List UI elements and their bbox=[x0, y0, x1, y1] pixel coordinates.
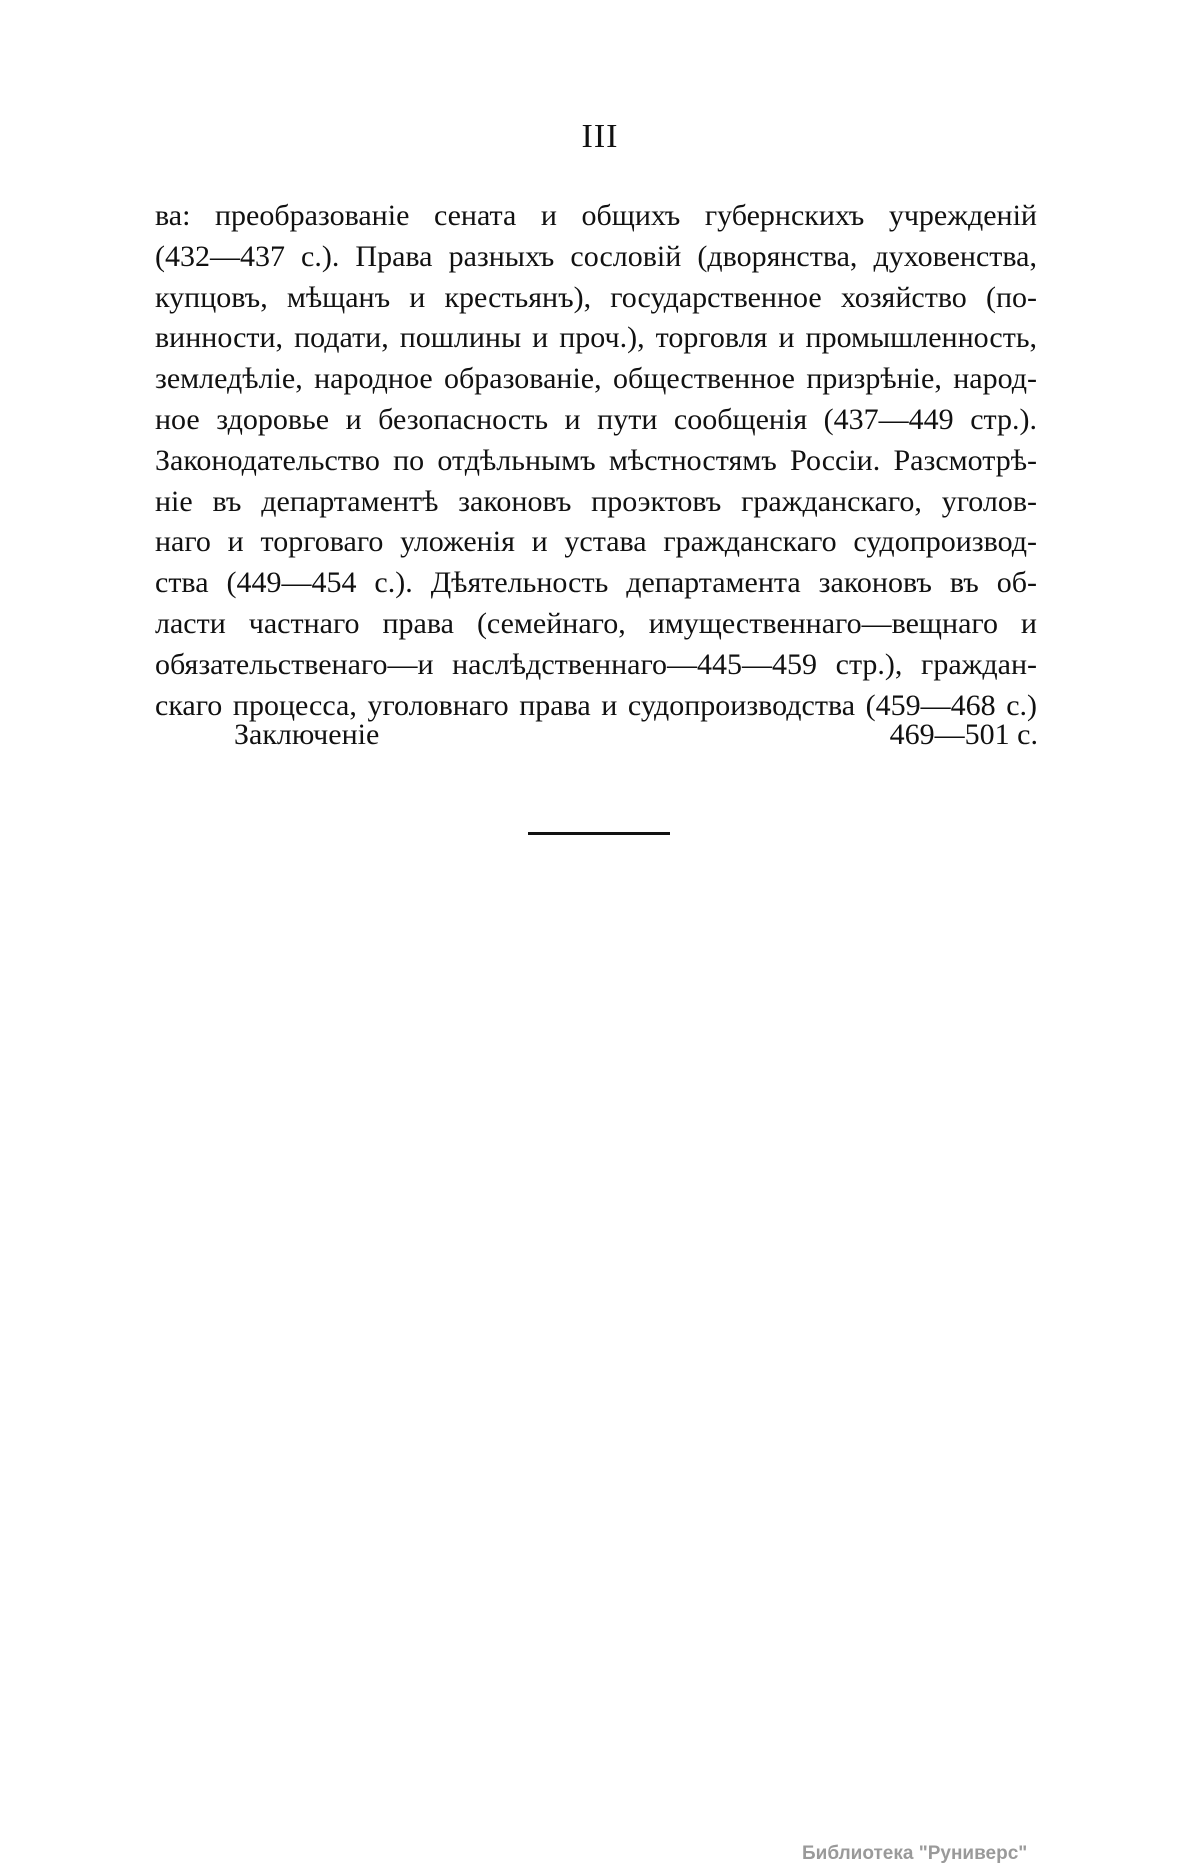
text-line: ва: преобразованіе сената и общихъ губернскихъ учрежденій bbox=[155, 199, 1037, 232]
text-line: скаго процесса, уголовнаго права и судопроизводства (459—468 с.) bbox=[155, 688, 1037, 722]
text-line: Законодательство по отдѣльнымъ мѣстностямъ Россіи. Разсмотрѣ- bbox=[155, 443, 1037, 477]
library-watermark: Библиотека "Руниверс" bbox=[802, 1843, 1028, 1864]
text-line: обязательственаго—и наслѣдственнаго—445—459 стр.), граждан- bbox=[155, 647, 1037, 681]
text-line: наго и торговаго уложенія и устава гражданскаго судопроизвод- bbox=[155, 525, 1037, 559]
text-line: винности, подати, пошлины и проч.), торговля и промышленность, bbox=[155, 321, 1037, 355]
toc-entry-pages: 469—501 с. bbox=[889, 718, 1038, 751]
toc-entry-title: Заключеніе bbox=[234, 718, 380, 751]
text-line: земледѣліе, народное образованіе, общественное призрѣніе, народ- bbox=[155, 362, 1037, 396]
text-line: ласти частнаго права (семейнаго, имущественнаго—вещнаго и bbox=[155, 606, 1037, 640]
text-line: (432—437 с.). Права разныхъ сословій (дворянства, духовенства, bbox=[155, 239, 1037, 273]
text-line: ніе въ департаментѣ законовъ проэктовъ гражданскаго, уголов- bbox=[155, 484, 1037, 518]
text-line: купцовъ, мѣщанъ и крестьянъ), государственное хозяйство (по- bbox=[155, 280, 1037, 314]
page-number: III bbox=[581, 118, 619, 155]
text-line: ное здоровье и безопасность и пути сообщенія (437—449 стр.). bbox=[155, 402, 1037, 436]
toc-entry bbox=[234, 718, 1038, 752]
text-line: ства (449—454 с.). Дѣятельность департамента законовъ въ об- bbox=[155, 566, 1037, 600]
section-divider bbox=[528, 832, 670, 835]
body-text bbox=[155, 196, 1037, 726]
